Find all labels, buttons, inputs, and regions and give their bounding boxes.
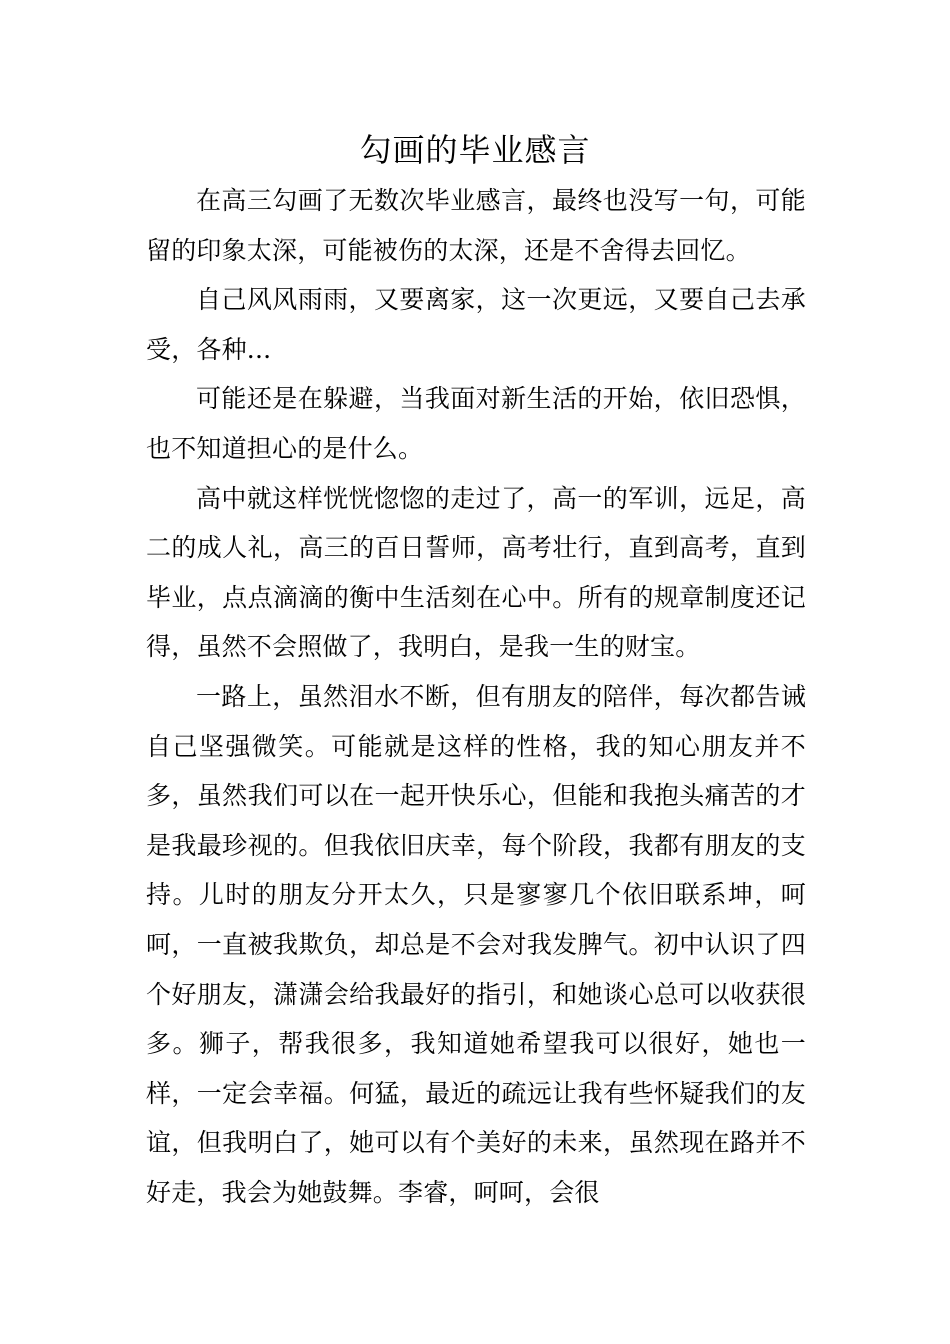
paragraph-2: 自己风风雨雨，又要离家，这一次更远，又要自己去承受，各种... (146, 285, 806, 364)
paragraph-4: 高中就这样恍恍惚惚的走过了，高一的军训，远足，高二的成人礼，高三的百日誓师，高考壮行，直到高考，直到毕业，点点滴滴的衡中生活刻在心中。所有的规章制度还记得，虽然不会照做了，我明白，是我一生的财宝。 (146, 483, 806, 662)
document-body (146, 176, 806, 1217)
document-title: 勾画的毕业感言 (359, 131, 591, 169)
paragraph-1: 在高三勾画了无数次毕业感言，最终也没写一句，可能留的印象太深，可能被伤的太深，还是不舍得去回忆。 (146, 186, 806, 265)
paragraph-5: 一路上，虽然泪水不断，但有朋友的陪伴，每次都告诫自己坚强微笑。可能就是这样的性格，我的知心朋友并不多，虽然我们可以在一起开快乐心，但能和我抱头痛苦的才是我最珍视的。但我依旧庆幸，每个阶段，我都有朋友的支持。儿时的朋友分开太久，只是寥寥几个依旧联系坤，呵呵，一直被我欺负，却总是不会对我发脾气。初中认识了四个好朋友，潇潇会给我最好的指引，和她谈心总可以收获很多。狮子，帮我很多，我知道她希望我可以很好，她也一样，一定会幸福。何猛，最近的疏远让我有些怀疑我们的友谊，但我明白了，她可以有个美好的未来，虽然现在路并不好走，我会为她鼓舞。李睿，呵呵，会很 (146, 681, 806, 1207)
paragraph-3: 可能还是在躲避，当我面对新生活的开始，依旧恐惧，也不知道担心的是什么。 (146, 384, 806, 463)
